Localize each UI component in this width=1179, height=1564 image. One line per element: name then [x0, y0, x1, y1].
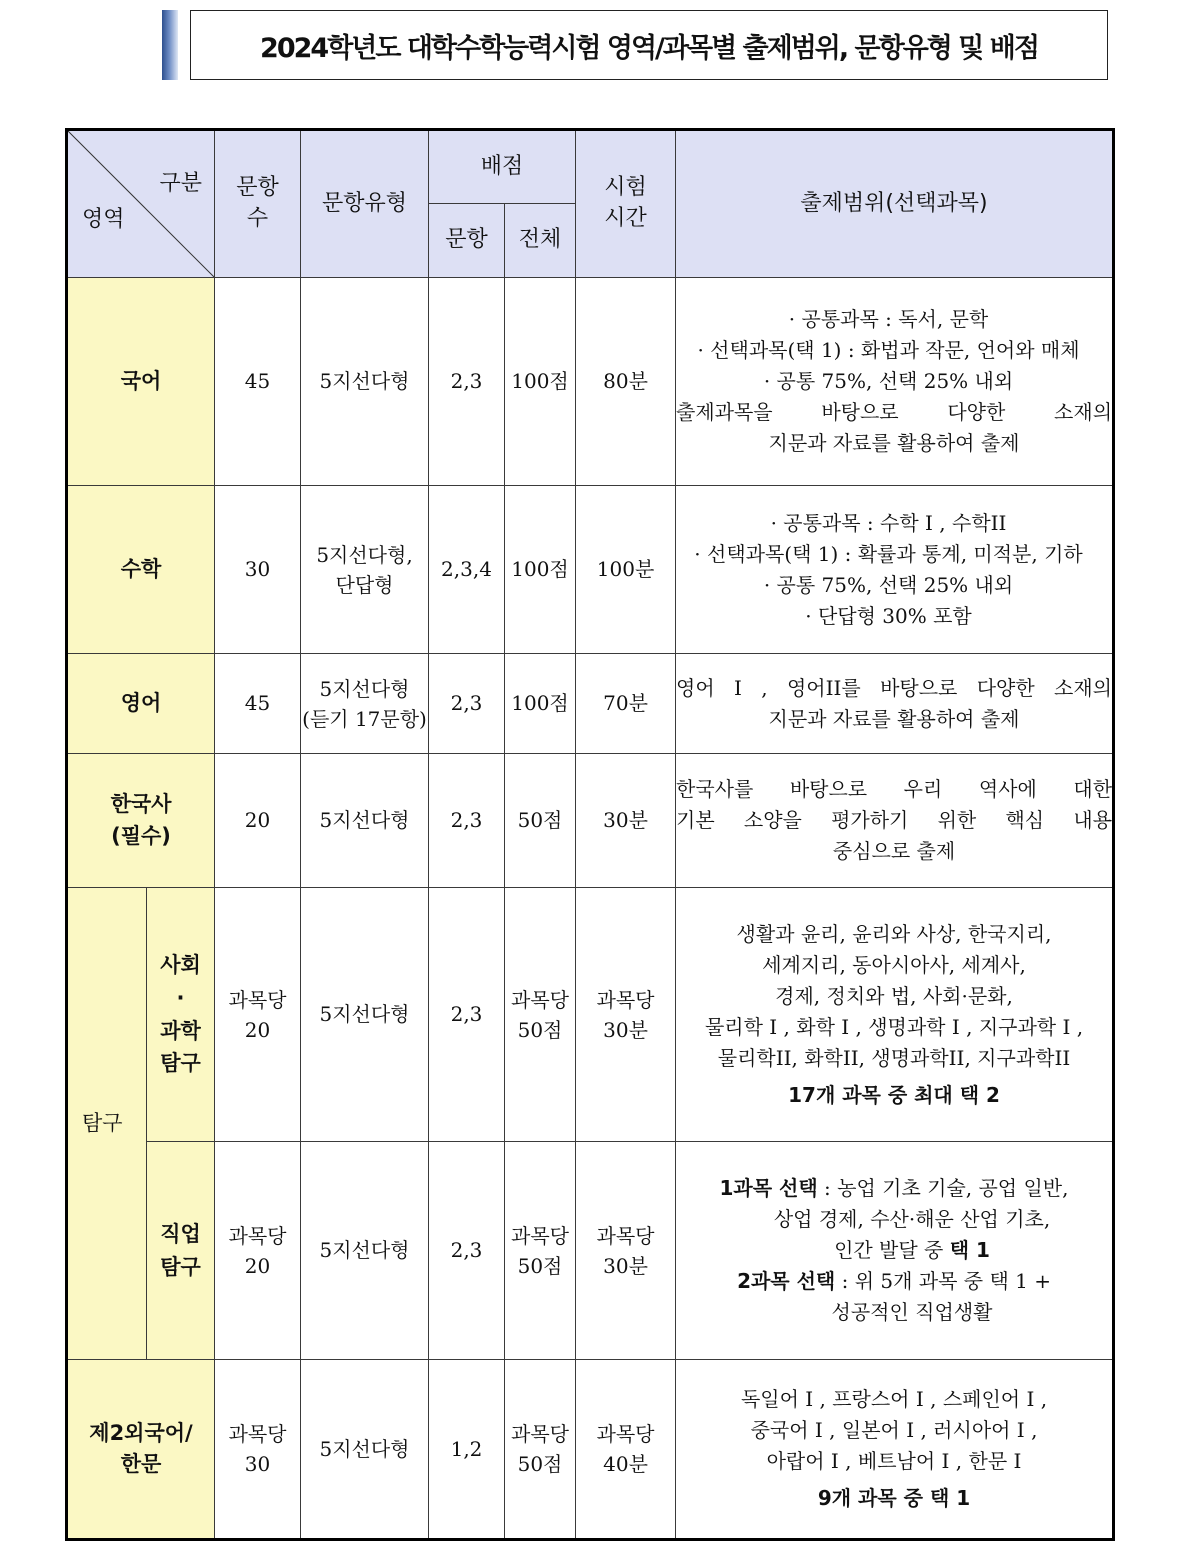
- per-korean: 2,3: [429, 278, 505, 486]
- range-english-line: 영어 I , 영어II를 바탕으로 다양한 소재의: [676, 675, 1113, 700]
- type-history: 5지선다형: [301, 754, 429, 888]
- header-category: 구분: [159, 171, 202, 196]
- one-subject-line3: 인간 발달 중: [834, 1238, 950, 1262]
- range-foreign-pick: 9개 과목 중 택 1: [817, 1486, 971, 1510]
- time-vocational: 과목당 30분: [576, 1142, 676, 1360]
- range-english: [676, 654, 1114, 754]
- page-title: 2024학년도 대학수학능력시험 영역/과목별 출제범위, 문항유형 및 배점: [190, 10, 1108, 80]
- type-english: 5지선다형 (듣기 17문항): [301, 654, 429, 754]
- one-subject-pick: 택 1: [949, 1238, 990, 1262]
- count-korean: 45: [215, 278, 301, 486]
- per-math: 2,3,4: [429, 486, 505, 654]
- range-history-line: 중심으로 출제: [832, 839, 956, 863]
- range-english-line: 지문과 자료를 활용하여 출제: [768, 706, 1020, 731]
- range-vocational-line: 성공적인 직업생활: [831, 1300, 993, 1324]
- range-math-line: · 공통 75%, 선택 25% 내외: [763, 572, 1014, 597]
- range-social-science-line: 물리학II, 화학II, 생명과학II, 지구과학II: [717, 1045, 1071, 1070]
- header-area: 영역: [82, 207, 125, 232]
- two-subject-text: : 위 5개 과목 중 택 1 +: [835, 1269, 1051, 1293]
- range-foreign-line: 독일어 I , 프랑스어 I , 스페인어 I ,: [740, 1387, 1048, 1411]
- table-row-vocational: [67, 1142, 1114, 1360]
- header-score: 배점: [429, 130, 576, 204]
- range-math-line: · 선택과목(택 1) : 확률과 통계, 미적분, 기하: [694, 541, 1083, 566]
- total-history: 50점: [505, 754, 576, 888]
- count-vocational: 과목당 20: [215, 1142, 301, 1360]
- count-social-science: 과목당 20: [215, 888, 301, 1142]
- range-vocational-line: [676, 1266, 1112, 1297]
- range-math-line: · 공통과목 : 수학 I , 수학II: [770, 510, 1007, 535]
- per-vocational: 2,3: [429, 1142, 505, 1360]
- range-korean-line: · 공통 75%, 선택 25% 내외: [763, 369, 1014, 393]
- total-social-science: 과목당 50점: [505, 888, 576, 1142]
- header-num-questions: 문항 수: [215, 130, 301, 278]
- range-foreign-line: 아랍어 I , 베트남어 I , 한문 I: [766, 1449, 1022, 1473]
- title-area: [160, 8, 1110, 82]
- range-history-line: 한국사를 바탕으로 우리 역사에 대한: [676, 777, 1113, 801]
- sub-social-science: 사회 · 과학 탐구: [147, 888, 215, 1142]
- range-vocational-line: [676, 1235, 1112, 1266]
- time-math: 100분: [576, 486, 676, 654]
- type-korean: 5지선다형: [301, 278, 429, 486]
- range-social-science-pick: 17개 과목 중 최대 택 2: [788, 1082, 1000, 1107]
- count-math: 30: [215, 486, 301, 654]
- range-korean-line: 지문과 자료를 활용하여 출제: [768, 431, 1020, 455]
- range-korean-line: · 선택과목(택 1) : 화법과 작문, 언어와 매체: [697, 338, 1080, 362]
- range-history: [676, 754, 1114, 888]
- area-inquiry: 탐구: [67, 888, 147, 1360]
- area-english: 영어: [67, 654, 215, 754]
- type-math: 5지선다형, 단답형: [301, 486, 429, 654]
- table-row-math: [67, 486, 1114, 654]
- range-korean-line: 출제과목을 바탕으로 다양한 소재의: [676, 400, 1113, 424]
- total-english: 100점: [505, 654, 576, 754]
- range-social-science-line: 물리학 I , 화학 I , 생명과학 I , 지구과학 I ,: [704, 1014, 1084, 1039]
- total-vocational: 과목당 50점: [505, 1142, 576, 1360]
- range-history-line: 기본 소양을 평가하기 위한 핵심 내용: [676, 808, 1113, 832]
- type-vocational: 5지선다형: [301, 1142, 429, 1360]
- count-history: 20: [215, 754, 301, 888]
- type-foreign: 5지선다형: [301, 1360, 429, 1540]
- range-foreign: [676, 1360, 1114, 1540]
- table-row-social-science: [67, 888, 1114, 1142]
- time-social-science: 과목당 30분: [576, 888, 676, 1142]
- time-korean: 80분: [576, 278, 676, 486]
- range-social-science-line: 생활과 윤리, 윤리와 사상, 한국지리,: [736, 921, 1052, 946]
- range-vocational-line: [676, 1173, 1112, 1204]
- area-math: 수학: [67, 486, 215, 654]
- total-foreign: 과목당 50점: [505, 1360, 576, 1540]
- table-row-korean: [67, 278, 1114, 486]
- range-vocational-line: 상업 경제, 수산·해운 산업 기초,: [773, 1207, 1051, 1231]
- sub-vocational: 직업 탐구: [147, 1142, 215, 1360]
- count-foreign: 과목당 30: [215, 1360, 301, 1540]
- header-score-total: 전체: [505, 204, 576, 278]
- title-accent-bar: [162, 10, 178, 80]
- range-korean: [676, 278, 1114, 486]
- area-history: 한국사 (필수): [67, 754, 215, 888]
- type-social-science: 5지선다형: [301, 888, 429, 1142]
- two-subject-label: 2과목 선택: [737, 1269, 836, 1293]
- per-foreign: 1,2: [429, 1360, 505, 1540]
- table-row-foreign: [67, 1360, 1114, 1540]
- time-english: 70분: [576, 654, 676, 754]
- header-time: 시험 시간: [576, 130, 676, 278]
- one-subject-label: 1과목 선택: [719, 1176, 818, 1200]
- area-korean: 국어: [67, 278, 215, 486]
- per-social-science: 2,3: [429, 888, 505, 1142]
- total-korean: 100점: [505, 278, 576, 486]
- range-korean-line: · 공통과목 : 독서, 문학: [788, 307, 989, 331]
- time-foreign: 과목당 40분: [576, 1360, 676, 1540]
- header-range: 출제범위(선택과목): [676, 130, 1114, 278]
- range-social-science-line: 세계지리, 동아시아사, 세계사,: [762, 952, 1026, 977]
- range-social-science-line: 경제, 정치와 법, 사회·문화,: [775, 983, 1013, 1008]
- range-social-science: [676, 888, 1114, 1142]
- range-vocational: [676, 1142, 1114, 1360]
- one-subject-text: : 농업 기초 기술, 공업 일반,: [817, 1176, 1069, 1200]
- header-diagonal-cell: [67, 130, 215, 278]
- time-history: 30분: [576, 754, 676, 888]
- header-score-per: 문항: [429, 204, 505, 278]
- per-english: 2,3: [429, 654, 505, 754]
- range-math-line: · 단답형 30% 포함: [805, 603, 972, 628]
- table-row-history: [67, 754, 1114, 888]
- area-foreign: 제2외국어/ 한문: [67, 1360, 215, 1540]
- range-foreign-line: 중국어 I , 일본어 I , 러시아어 I ,: [750, 1418, 1038, 1442]
- total-math: 100점: [505, 486, 576, 654]
- header-question-type: 문항유형: [301, 130, 429, 278]
- exam-table: [65, 128, 1115, 1541]
- table-row-english: [67, 654, 1114, 754]
- per-history: 2,3: [429, 754, 505, 888]
- count-english: 45: [215, 654, 301, 754]
- range-math: [676, 486, 1114, 654]
